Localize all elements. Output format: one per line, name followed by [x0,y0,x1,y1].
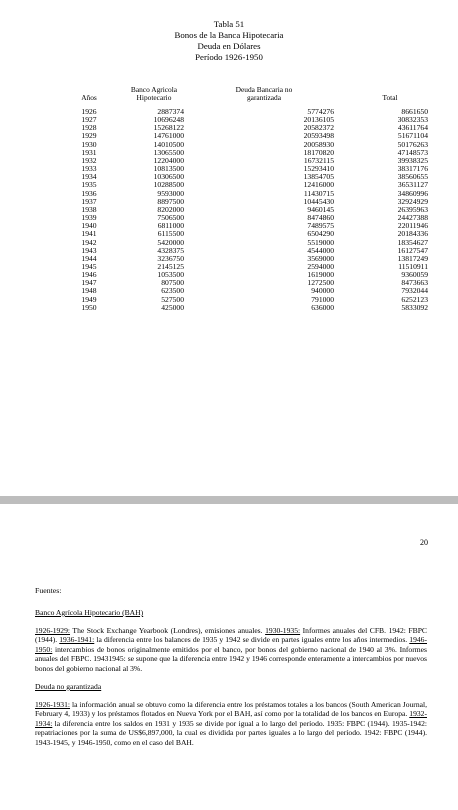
cell-total: 36531127 [397,180,428,190]
cell-total: 24427388 [397,213,428,223]
cell-year: 1931 [81,147,97,157]
cell-bah: 1053500 [157,270,184,280]
cell-bah: 13065500 [153,147,184,157]
cell-year: 1940 [81,221,97,231]
cell-year: 1932 [81,155,97,165]
cell-bah: 8897500 [157,196,184,206]
cell-bah: 10696248 [153,115,184,125]
cell-deuda: 5774276 [307,107,334,116]
table-row [64,230,446,238]
cell-year: 1946 [81,270,97,280]
table-row [64,198,446,206]
table-row [64,247,446,255]
cell-bah: 6811000 [157,221,184,231]
table-header-row [64,86,446,108]
cell-total: 11510911 [398,261,428,271]
sources-page [0,504,458,810]
table-row [64,287,446,295]
cell-total: 30832353 [397,115,428,125]
table-row [64,149,446,157]
cell-year: 1927 [81,115,97,125]
cell-deuda: 11430715 [303,188,334,198]
table-row [64,108,446,116]
cell-deuda: 9460145 [307,204,334,214]
cell-deuda: 20582372 [303,123,334,133]
cell-bah: 10306500 [153,172,184,182]
cell-total: 51671104 [397,131,428,141]
cell-deuda: 6504290 [307,229,334,239]
cell-deuda: 636000 [311,302,334,312]
cell-year: 1937 [81,196,97,206]
cell-bah: 4328375 [157,245,184,255]
cell-deuda: 10445430 [303,196,334,206]
page-separator [0,496,458,504]
cell-total: 26395963 [397,204,428,214]
deuda-paragraph: 1926-1931: la información anual se obtuvo como la diferencia entre los préstamos totales a los bancos (South American Journal, February 4, 1933) y los préstamos flotados en Nueva York por el BAH, así como por la totalidad de los bancos en Europa. 1932-1934: la diferencia entre los saldos en 1931 y 1935 se divide por igual a lo largo del período. 1935: FBPC (1944). 1935-1942: repatriaciones por la suma de US$6,897,000, la cual es dividida por partes iguales a lo largo del período. 1942: FBPC (1944). 1943-1945, y 1946-1950, como en el caso del BAH. [35,699,427,747]
cell-year: 1943 [81,245,97,255]
table-row [64,132,446,140]
cell-deuda: 20593498 [303,131,334,141]
deuda-heading: Deuda no garantizada [35,682,102,691]
cell-year: 1926 [81,107,97,116]
cell-year: 1945 [81,261,97,271]
cell-bah: 2887374 [157,107,184,116]
table-row [64,173,446,181]
table-number: Tabla 51 [213,19,245,29]
bonds-table [64,86,446,312]
cell-bah: 14761000 [153,131,184,141]
cell-bah: 12204000 [153,155,184,165]
cell-total: 32924929 [397,196,428,206]
table-row [64,141,446,149]
cell-year: 1942 [81,237,97,247]
cell-deuda: 4544000 [307,245,334,255]
cell-deuda: 15293410 [303,164,334,174]
cell-deuda: 7489575 [307,221,334,231]
cell-total: 43611764 [397,123,428,133]
cell-bah: 9593000 [157,188,184,198]
header-years: Años [81,93,97,102]
table-row [64,181,446,189]
cell-total: 34860996 [397,188,428,198]
cell-deuda: 8474860 [307,213,334,223]
cell-year: 1947 [81,278,97,288]
cell-deuda: 940000 [311,286,334,296]
cell-deuda: 791000 [311,294,334,304]
cell-bah: 527500 [161,294,184,304]
table-row [64,255,446,263]
table-row [64,296,446,304]
cell-bah: 807500 [161,278,184,288]
bah-heading: Banco Agrícola Hipotecario (BAH) [35,608,144,617]
cell-bah: 2145125 [157,261,184,271]
page-number: 20 [420,538,428,547]
cell-deuda: 20058930 [303,139,334,149]
cell-deuda: 16732115 [303,155,334,165]
sources-notes [35,608,427,756]
cell-total: 39938325 [397,155,428,165]
header-total: Total [382,93,398,102]
cell-deuda: 3569000 [307,253,334,263]
cell-bah: 5420000 [157,237,184,247]
cell-year: 1939 [81,213,97,223]
table-row [64,116,446,124]
cell-deuda: 1619000 [307,270,334,280]
cell-deuda: 5519000 [307,237,334,247]
table-row [64,206,446,214]
cell-year: 1929 [81,131,97,141]
cell-bah: 8202000 [157,204,184,214]
sources-label: Fuentes: [35,586,62,595]
table-row [64,124,446,132]
cell-bah: 7506500 [157,213,184,223]
bah-paragraph: 1926-1929: The Stock Exchange Yearbook (Londres), emisiones anuales. 1930-1935: Informes anuales del CFB. 1942: FBPC (1944). 1936-1941: la diferencia entre los balances de 1935 y 1942 se divide en partes iguales entre los años intermedios. 1946-1950: intercambios de bonos originalmente emitidos por el banco, por bonos del gobierno nacional de 1940 al 3%. Informes anuales del FBPC. 19431945: se supone que la diferencia entre 1942 y 1946 corresponde enteramente a intercambios por nuevos bonos del gobierno nacional al 3%. [35,625,427,673]
cell-deuda: 13854705 [303,172,334,182]
table-row [64,214,446,222]
table-period: Período 1926-1950 [195,52,263,62]
cell-year: 1950 [81,302,97,312]
cell-year: 1941 [81,229,97,239]
table-row [64,271,446,279]
cell-total: 20184336 [397,229,428,239]
cell-bah: 623500 [161,286,184,296]
cell-total: 9360059 [401,270,428,280]
table-row [64,239,446,247]
cell-bah: 15268122 [153,123,184,133]
cell-deuda: 18170820 [303,147,334,157]
cell-total: 38560655 [397,172,428,182]
cell-year: 1949 [81,294,97,304]
cell-year: 1938 [81,204,97,214]
table-row [64,263,446,271]
cell-deuda: 1272500 [307,278,334,288]
cell-total: 18354627 [397,237,428,247]
cell-bah: 6115500 [157,229,184,239]
cell-bah: 10813500 [153,164,184,174]
cell-total: 13817249 [397,253,428,263]
cell-year: 1928 [81,123,97,133]
cell-year: 1948 [81,286,97,296]
table-title: Bonos de la Banca Hipotecaria [174,30,284,40]
cell-year: 1935 [81,180,97,190]
table-subtitle: Deuda en Dólares [197,41,261,51]
cell-total: 22011946 [397,221,428,231]
cell-deuda: 12416000 [303,180,334,190]
cell-total: 8661650 [401,107,428,116]
cell-bah: 425000 [161,302,184,312]
cell-year: 1936 [81,188,97,198]
table-row [64,190,446,198]
table-row [64,279,446,287]
cell-deuda: 2594000 [307,261,334,271]
table-row [64,165,446,173]
cell-year: 1944 [81,253,97,263]
cell-year: 1934 [81,172,97,182]
cell-total: 7932044 [401,286,428,296]
cell-total: 50176263 [397,139,428,149]
cell-year: 1930 [81,139,97,149]
cell-bah: 14010500 [153,139,184,149]
table-row [64,304,446,312]
cell-total: 16127547 [397,245,428,255]
header-deuda: Deuda Bancaria no garantizada [235,85,293,102]
cell-year: 1933 [81,164,97,174]
cell-bah: 3236750 [157,253,184,263]
table-row [64,222,446,230]
table-row [64,157,446,165]
header-bah: Banco Agricola Hipotecario [130,85,178,102]
cell-total: 47148573 [397,147,428,157]
cell-total: 8473663 [401,278,428,288]
table-title-block [0,19,458,63]
cell-total: 6252123 [401,294,428,304]
cell-deuda: 20136105 [303,115,334,125]
cell-bah: 10288500 [153,180,184,190]
cell-total: 38317176 [397,164,428,174]
cell-total: 5833092 [401,302,428,312]
